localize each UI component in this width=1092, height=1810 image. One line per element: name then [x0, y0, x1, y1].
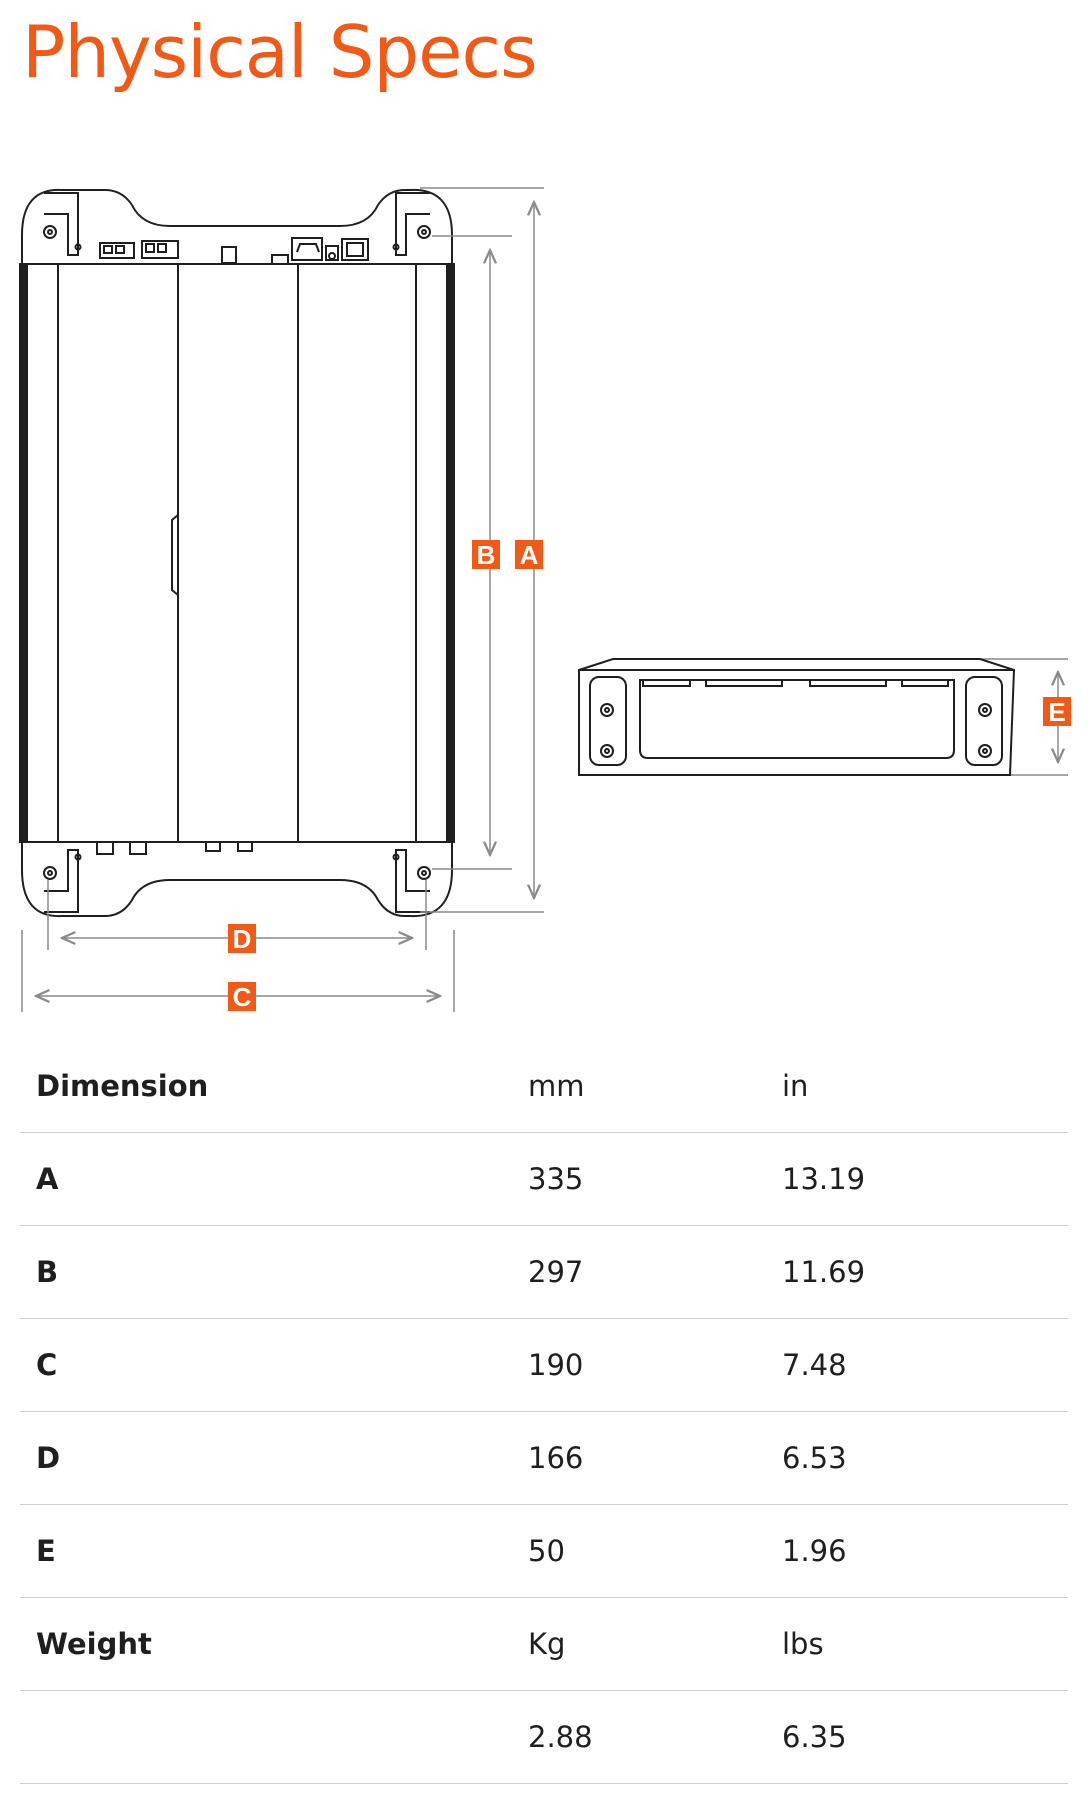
weight-kg-header: Kg — [528, 1598, 782, 1691]
weight-kg: 2.88 — [528, 1691, 782, 1784]
table-header-row — [20, 1040, 1068, 1133]
row-label: B — [20, 1226, 528, 1319]
weight-row — [20, 1691, 1068, 1784]
header-mm: mm — [528, 1040, 782, 1133]
svg-text:C: C — [232, 982, 252, 1012]
weight-row-label — [20, 1691, 528, 1784]
page-title: Physical Specs — [22, 10, 537, 94]
svg-text:A: A — [519, 540, 539, 570]
dimension-diagram — [0, 150, 1092, 1030]
weight-lbs-header: lbs — [782, 1598, 1068, 1691]
amplifier-side-view — [579, 659, 1014, 775]
svg-text:D: D — [232, 924, 252, 954]
header-dimension: Dimension — [20, 1040, 528, 1133]
row-in: 13.19 — [782, 1133, 1068, 1226]
row-in: 1.96 — [782, 1505, 1068, 1598]
label-b — [472, 540, 500, 570]
row-mm: 190 — [528, 1319, 782, 1412]
row-label: D — [20, 1412, 528, 1505]
row-in: 7.48 — [782, 1319, 1068, 1412]
row-label: A — [20, 1133, 528, 1226]
row-mm: 335 — [528, 1133, 782, 1226]
amplifier-top-view — [20, 190, 454, 916]
row-mm: 297 — [528, 1226, 782, 1319]
svg-text:E: E — [1048, 697, 1066, 727]
row-label: C — [20, 1319, 528, 1412]
table-row — [20, 1505, 1068, 1598]
weight-label: Weight — [20, 1598, 528, 1691]
table-row — [20, 1226, 1068, 1319]
row-in: 6.53 — [782, 1412, 1068, 1505]
weight-lbs: 6.35 — [782, 1691, 1068, 1784]
label-c — [228, 982, 256, 1012]
table-row — [20, 1412, 1068, 1505]
table-row — [20, 1133, 1068, 1226]
label-a — [515, 540, 543, 570]
header-in: in — [782, 1040, 1068, 1133]
row-mm: 166 — [528, 1412, 782, 1505]
row-label: E — [20, 1505, 528, 1598]
table-row — [20, 1319, 1068, 1412]
label-d — [228, 924, 256, 954]
row-in: 11.69 — [782, 1226, 1068, 1319]
label-e — [1043, 697, 1071, 727]
svg-text:B: B — [476, 540, 496, 570]
row-mm: 50 — [528, 1505, 782, 1598]
specs-table — [20, 1040, 1068, 1784]
weight-header-row — [20, 1598, 1068, 1691]
